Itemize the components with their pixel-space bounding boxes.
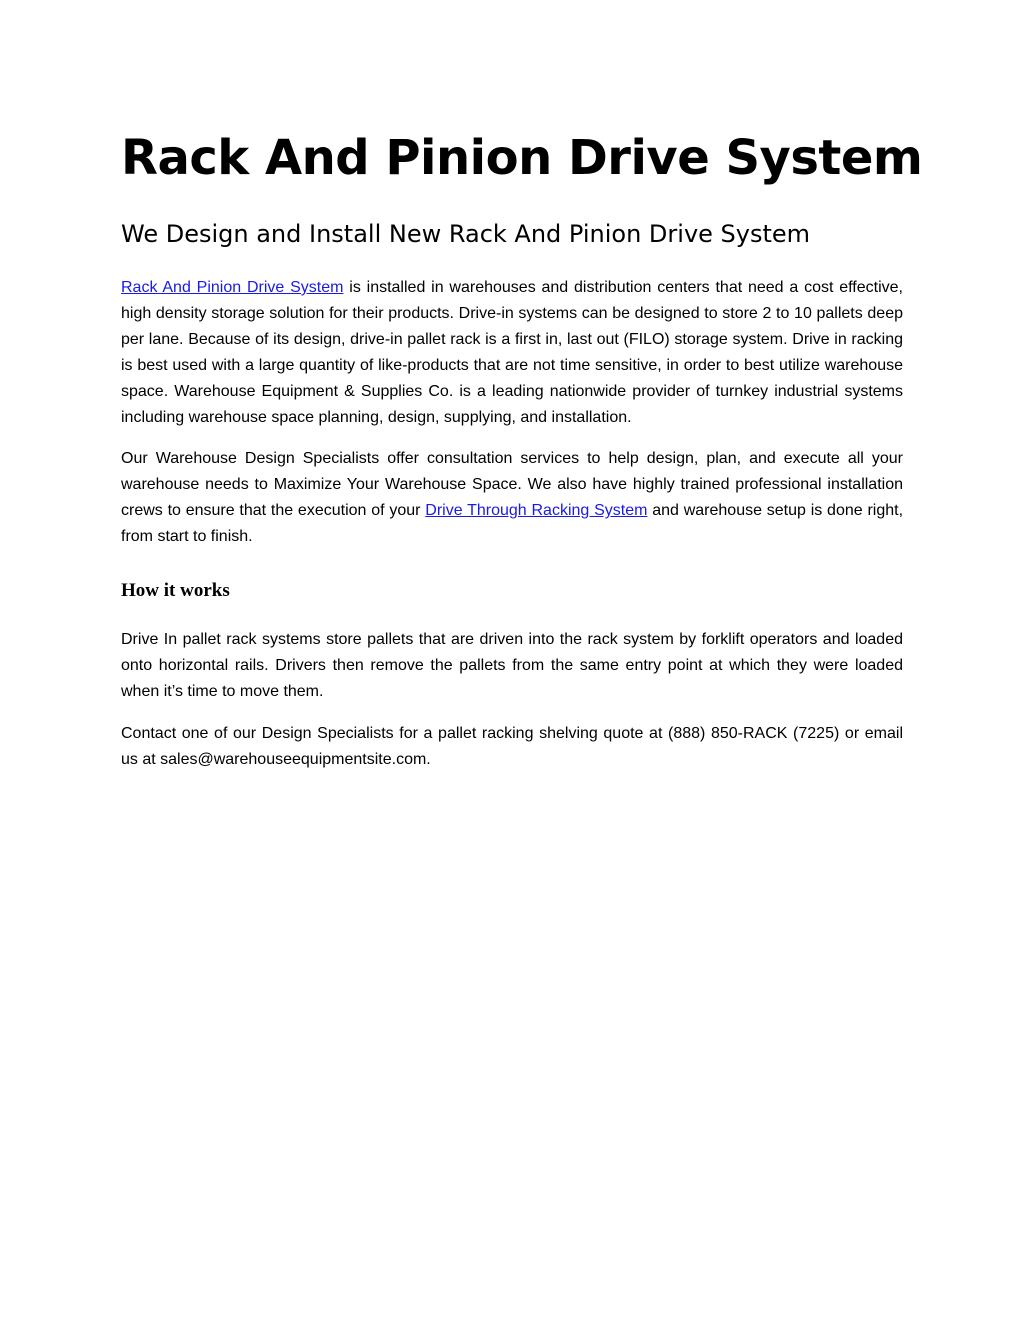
services-paragraph-text-after: and warehouse setup is done right, from start to finish. [121,502,904,546]
intro-paragraph-text: is installed in warehouses and distribution centers that need a cost effective, high density storage solution for their products. Drive-in systems can be designed to store 2 to 10 pallets deep per lane. Because of its design, drive-in pallet rack is a first in, last out (FILO) storage system. Drive in racking is best used with a large quantity of like-products that are not time sensitive, in order to best utilize warehouse space. Warehouse Equipment & Supplies Co. is a leading nationwide provider of turnkey industrial systems including warehouse space planning, design, supplying, and installation. [121,279,903,426]
services-paragraph [121,446,903,550]
intro-paragraph [121,275,903,430]
page-subtitle: We Design and Install New Rack And Pinion Drive System [121,220,811,248]
services-paragraph-text-before: Our Warehouse Design Specialists offer consultation services to help design, plan, and execute all your warehouse needs to Maximize Your Warehouse Space. We also have highly trained professional installation crews to ensure that the execution of your [121,450,903,520]
contact-paragraph: Contact one of our Design Specialists for a pallet racking shelving quote at (888) 850-RACK (7225) or email us at sales@warehouseequipmentsite.com. [121,724,903,768]
drive-through-racking-link[interactable]: Drive Through Racking System [425,502,648,520]
document-page [121,118,923,773]
page-title: Rack And Pinion Drive System [121,130,923,186]
how-it-works-paragraph: Drive In pallet rack systems store pallets that are driven into the rack system by forklift operators and loaded onto horizontal rails. Drivers then remove the pallets from the same entry point at which they were loaded when it’s time to move them. [121,631,903,700]
rack-and-pinion-link[interactable]: Rack And Pinion Drive System [121,279,344,296]
how-it-works-heading: How it works [121,580,230,602]
